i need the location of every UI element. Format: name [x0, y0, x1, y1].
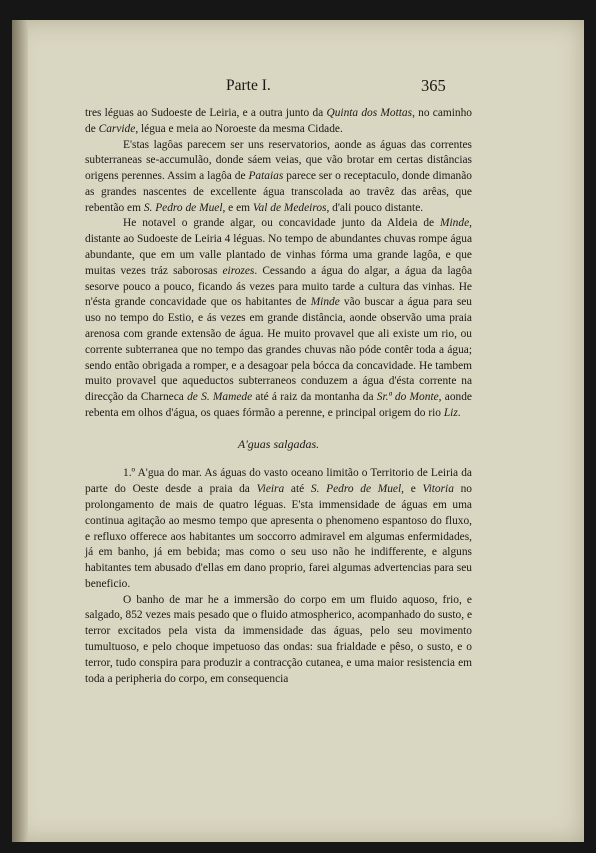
- paragraph: [85, 216, 472, 421]
- italic-text: S. Pedro de Muel: [310, 483, 402, 496]
- text-run: , aonde rebenta em olhos d'água, os quaes fórmão a perenne, e principal origem do rio: [85, 391, 472, 419]
- italic-text: eirozes: [222, 264, 255, 277]
- italic-text: Minde: [440, 217, 470, 230]
- text-run: . Cessando a água do algar, a água da lagôa sesorve pouco a pouco, ficando ás vezes para muito tarde a cultura das vinhas. He n'ésta grande concavidade que os habitantes de: [85, 264, 472, 309]
- page-number: 365: [421, 76, 446, 95]
- italic-text: S. Pedro de Muel: [143, 201, 223, 214]
- page-body: [85, 106, 472, 687]
- text-run: , d'ali pouco distante.: [326, 201, 424, 214]
- italic-text: Carvide: [98, 122, 136, 135]
- italic-text: Quinta dos Mottas: [326, 107, 413, 119]
- italic-text: Liz: [443, 406, 458, 419]
- paragraph: [85, 138, 472, 217]
- text-run: He notavel o grande algar, ou concavidade junto da Aldeia de: [123, 217, 441, 230]
- section-heading: A'guas salgadas.: [237, 436, 320, 451]
- page-spine-shadow: [12, 20, 28, 842]
- text-run: E'stas lagôas parecem ser uns reservatorios, aonde as águas das correntes subterraneas se-accumulão, donde sáem veias, que vão brotar em certas distâncias origens perennes. Assim a lagôa de: [85, 138, 472, 183]
- text-run: , distante ao Sudoeste de Leiria 4 léguas. No tempo de abundantes chuvas rompe água abundante, que em um valle plantado de vinhas fórma uma grande lagôa, e que muitas vezes tráz saborosas: [85, 217, 472, 277]
- text-run: , e: [401, 483, 423, 496]
- text-run: no prolongamento de mais de quatro léguas. E'sta immensidade de águas em uma continua agitação ao mesmo tempo que apresenta o phenomeno espantoso do fluxo, e refluxo offerece aos habitantes um soccorro admiravel em algumas enfermidades, já em banho, já em bebida; mas como o seu uso não he indifferente, e alguns habitantes tem abusado d'ellas em dano proprio, farei algumas advertencias para seu beneficio.: [85, 483, 473, 590]
- italic-text: Vieira: [256, 483, 285, 496]
- text-run: vão buscar a água para seu uso no tempo do Estio, e ás vezes em grande distância, aonde observão uma praia arenosa com grande extensão de água. He muito provavel que ali existe um rio, ou corrente subterranea que no tempo das grandes chuvas não póde contêr toda a água; sendo então obrigada a romper, e a desagoar pela bócca da concavidade. He tambem muito provavel que aqueductos subterraneos conduzem a água d'ésta corrente na direcção da Charneca: [85, 296, 472, 404]
- paragraph: [85, 106, 472, 138]
- italic-text: Val de Medeiros: [252, 201, 327, 214]
- text-run: , no caminho de: [85, 107, 472, 135]
- text-run: 1.º A'gua do mar. As águas do vasto oceano limitão o Territorio de Leiria da parte do Oeste desde a praia da: [85, 467, 472, 496]
- section-paragraph-group: [85, 466, 472, 687]
- paragraph-group: [85, 106, 472, 422]
- paragraph: [85, 593, 472, 688]
- text-run: .: [457, 406, 461, 419]
- text-run: O banho de mar he a immersão do corpo em um fluido aquoso, frio, e salgado, 852 vezes mais pesado que o fluido atmospherico, acompanhado do susto, e terror excitados pela vista da immensidade das águas, pelo seu movimento tumultuoso, e pelo choque impetuoso das ondas: sua frialdade e pêso, o susto, e o terror, tudo conspira para produzir a contracção cutanea, e uma maior resistencia em toda a peripheria do corpo, em consequencia: [85, 593, 472, 685]
- paragraph: [85, 466, 472, 592]
- italic-text: Vitoria: [422, 483, 454, 496]
- running-header: [0, 77, 596, 99]
- text-run: parece ser o receptaculo, donde dimanão as grandes nascentes de excellente água transcolada ao travêz das arêas, que rebentão em: [85, 170, 473, 214]
- text-run: tres léguas ao Sudoeste de Leiria, e a outra junto da: [85, 107, 327, 119]
- running-title: Parte I.: [226, 77, 271, 94]
- text-run: , e em: [222, 201, 253, 214]
- text-run: , légua e meia ao Noroeste da mesma Cidade.: [135, 122, 343, 135]
- italic-text: Pataias: [248, 170, 284, 183]
- text-run: até á raiz da montanha da: [252, 391, 377, 404]
- text-run: até: [284, 483, 311, 496]
- italic-text: Sr.ª do Monte: [376, 391, 439, 404]
- italic-text: de S. Mamede: [187, 391, 253, 404]
- italic-text: Minde: [310, 296, 340, 309]
